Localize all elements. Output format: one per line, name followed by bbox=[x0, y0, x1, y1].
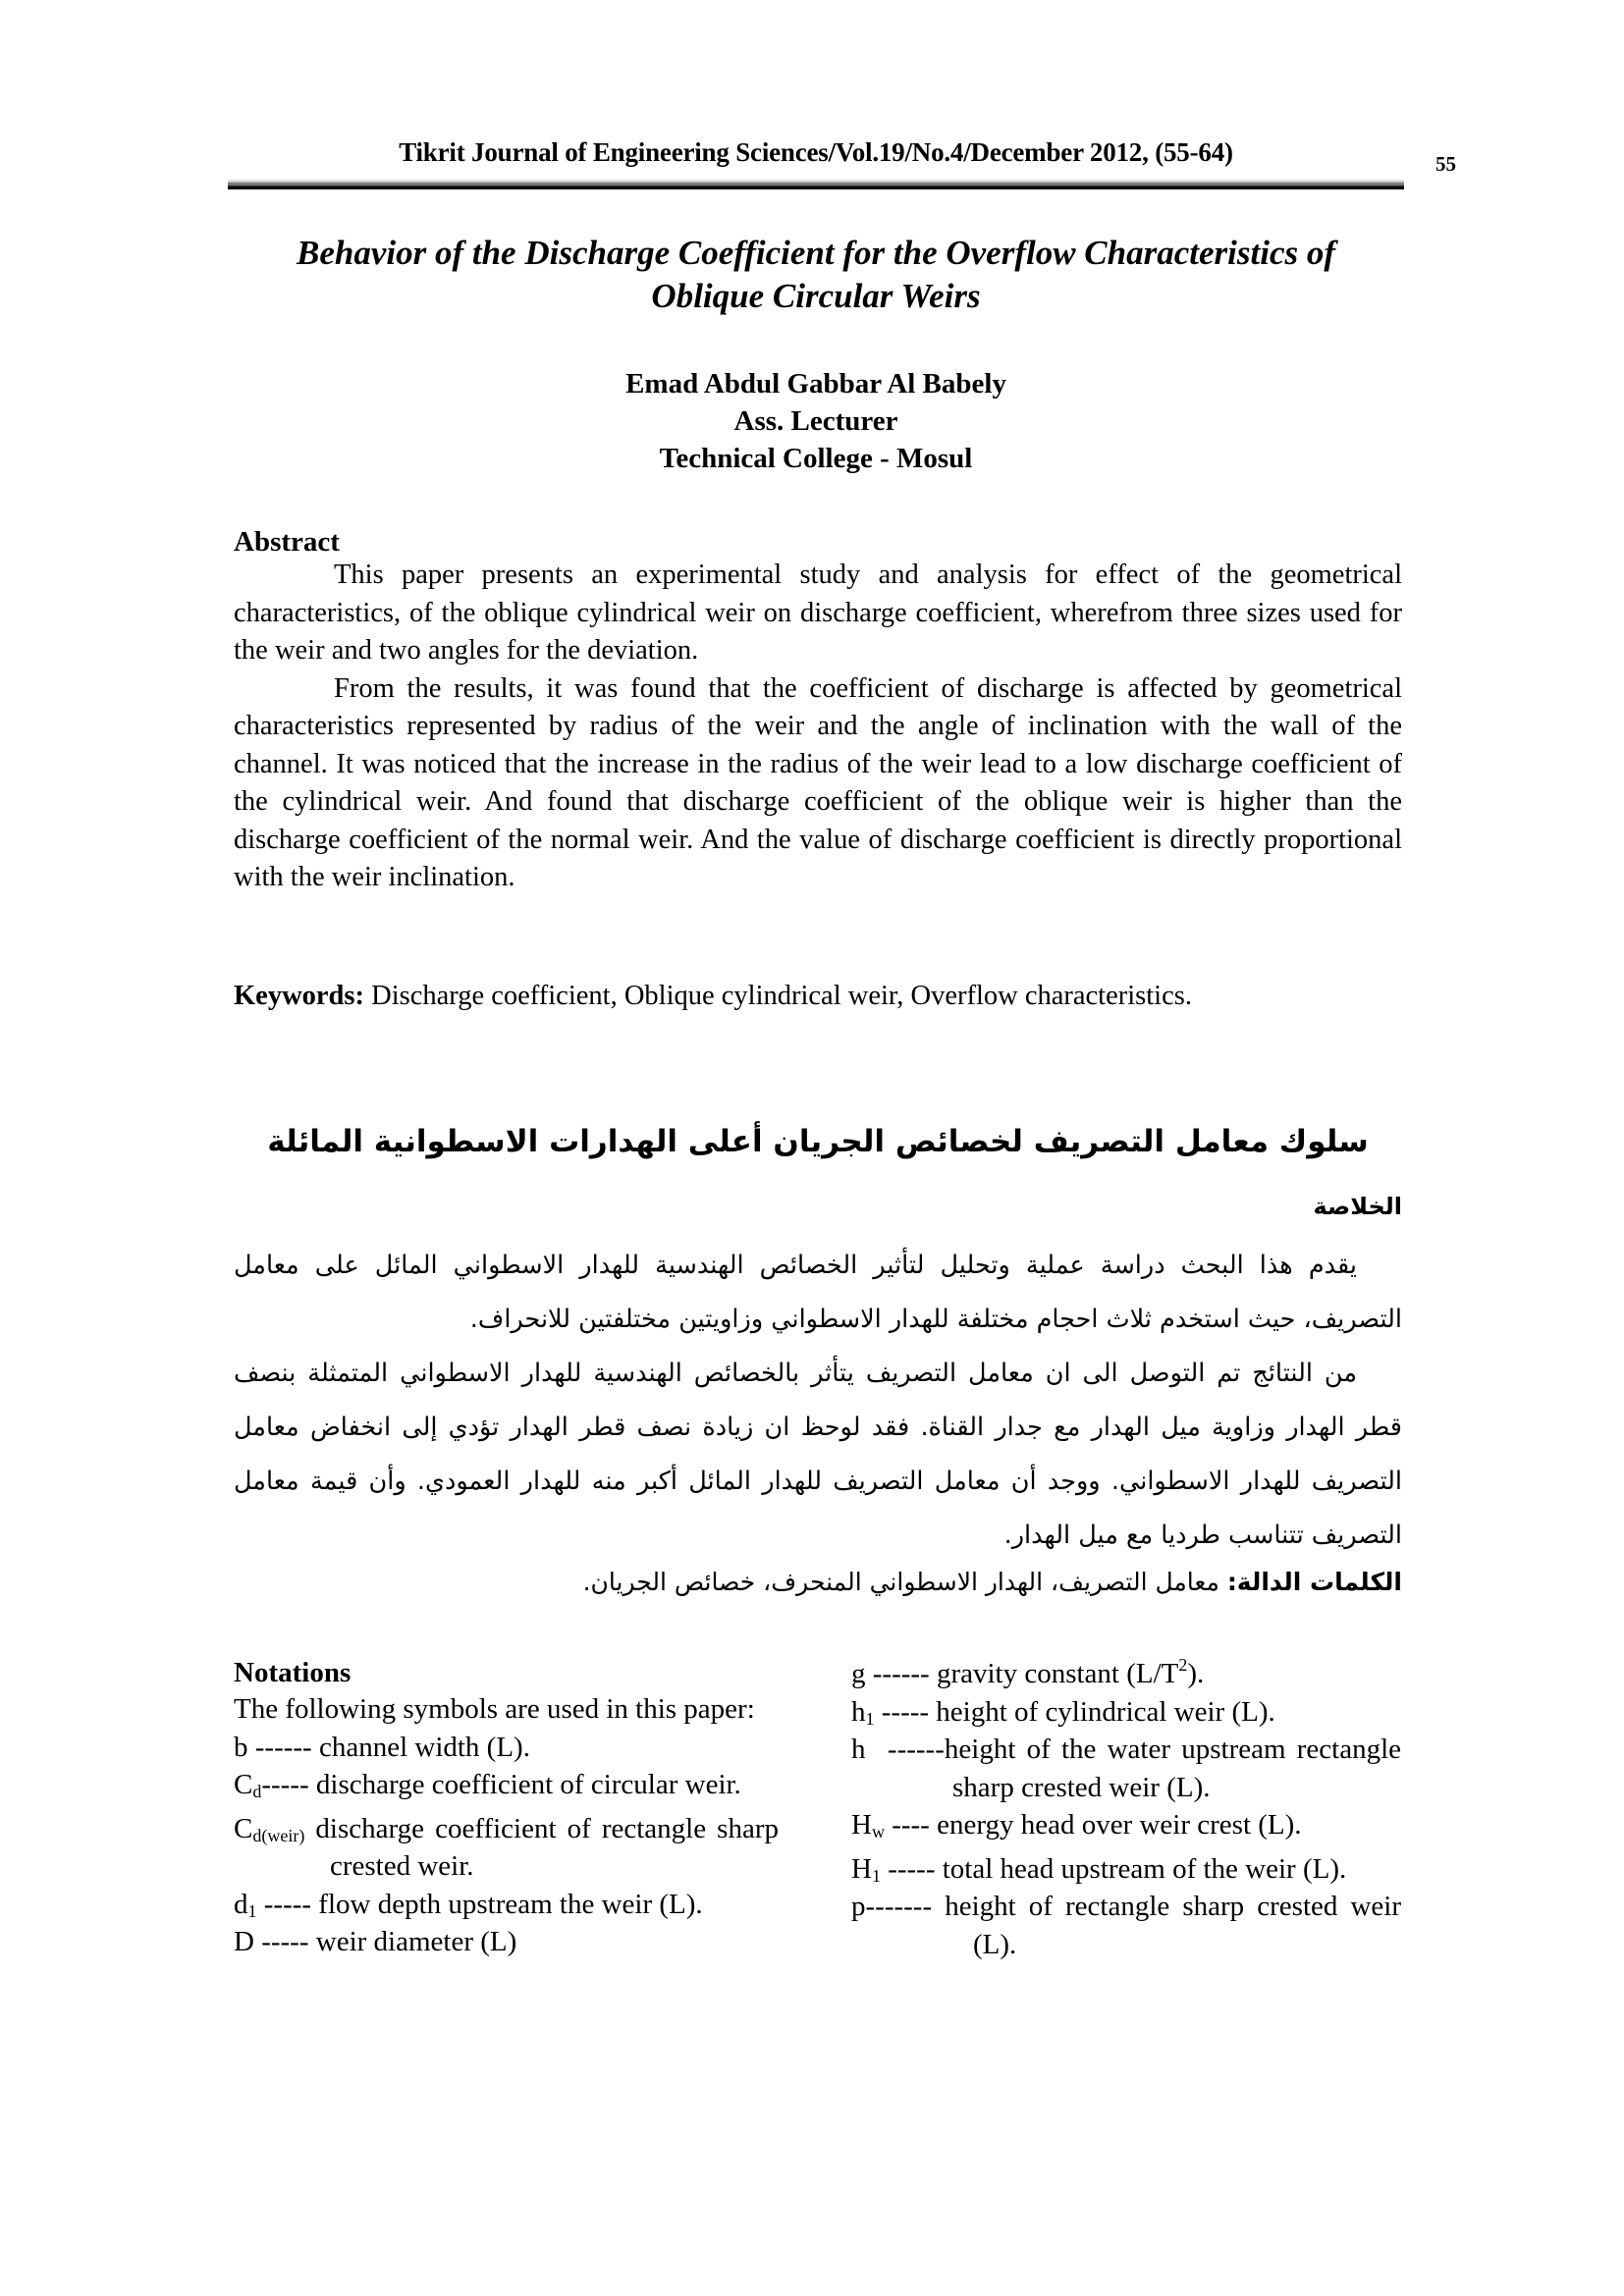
paper-title-line-1: Behavior of the Discharge Coefficient for the Overflow Characteristics of bbox=[296, 234, 1336, 272]
notation-dash: ----- bbox=[880, 1852, 943, 1885]
abstract-paragraph: From the results, it was found that the coefficient of discharge is affected by geometrical characteristics represented by radius of the weir and the angle of inclination with the wall of the channel. It was noticed that the increase in the radius of the weir lead to a low discharge coefficient of the cylindrical weir. And found that discharge coefficient of the oblique weir is higher than the discharge coefficient of the normal weir. And the value of discharge coefficient is directly proportional with the weir inclination. bbox=[234, 672, 1402, 892]
notation-symbol: p bbox=[851, 1891, 866, 1922]
notation-dash: ------ bbox=[865, 1734, 945, 1765]
notation-superscript: 2 bbox=[1178, 1655, 1188, 1675]
notation-symbol: h bbox=[851, 1695, 866, 1728]
notation-desc: energy head over weir crest (L). bbox=[937, 1809, 1302, 1841]
notation-desc: discharge coefficient of rectangle sharp crested weir. bbox=[315, 1812, 779, 1882]
notation-dash: ----- bbox=[261, 1769, 316, 1800]
notation-item bbox=[851, 1806, 1401, 1844]
notation-dash: ------ bbox=[247, 1731, 319, 1763]
notation-item bbox=[234, 1923, 779, 1961]
abstract-body bbox=[234, 557, 1402, 897]
notation-desc: discharge coefficient of circular weir. bbox=[315, 1769, 741, 1800]
notation-dash: ------- bbox=[865, 1891, 946, 1922]
notation-desc: height of cylindrical weir (L). bbox=[936, 1695, 1275, 1728]
notation-symbol: h bbox=[851, 1734, 866, 1765]
notation-desc-end: ). bbox=[1187, 1658, 1205, 1689]
arabic-title: سلوك معامل التصريف لخصائص الجريان أعلى الهدارات الاسطوانية المائلة bbox=[267, 1124, 1369, 1159]
notation-desc: weir diameter (L) bbox=[315, 1926, 517, 1957]
author-position: Ass. Lecturer bbox=[733, 405, 898, 437]
keywords bbox=[234, 978, 1402, 1015]
notation-item bbox=[234, 1729, 779, 1767]
notation-symbol: C bbox=[234, 1812, 253, 1844]
journal-header: Tikrit Journal of Engineering Sciences/Vol.19/No.4/December 2012, (55-64) bbox=[399, 137, 1233, 167]
notations-right-column bbox=[851, 1655, 1401, 1963]
notation-desc: height of the water upstream rectangle sharp crested weir (L). bbox=[944, 1734, 1402, 1803]
notation-item bbox=[851, 1693, 1401, 1732]
notation-dash bbox=[304, 1813, 315, 1844]
abstract-heading: Abstract bbox=[234, 526, 340, 558]
notations-intro: The following symbols are used in this paper: bbox=[234, 1693, 755, 1725]
notation-item bbox=[234, 1886, 779, 1924]
notation-symbol: g bbox=[851, 1658, 866, 1689]
notation-item bbox=[851, 1731, 1401, 1806]
notation-symbol: d bbox=[234, 1888, 248, 1920]
notation-subscript: w bbox=[871, 1822, 885, 1842]
notation-subscript: 1 bbox=[865, 1708, 875, 1729]
keywords-label: Keywords: bbox=[234, 981, 364, 1011]
notation-item bbox=[851, 1888, 1401, 1963]
arabic-abstract-paragraph: من النتائج تم التوصل الى ان معامل التصريف يتأثر بالخصائص الهندسية للهدار الاسطواني المتمثلة بنصف قطر الهدار وزاوية ميل الهدار مع جدار القناة. فقد لوحظ ان زيادة نصف قطر الهدار تؤدي إلى انخفاض معامل التصريف للهدار الاسطواني. ووجد أن معامل التصريف للهدار المائل أكبر منه للهدار العمودي. وأن قيمة معامل التصريف تتناسب طرديا مع ميل الهدار. bbox=[234, 1359, 1402, 1550]
header-rule bbox=[228, 180, 1404, 189]
notation-dash: ------ bbox=[865, 1658, 937, 1689]
notation-symbol: D bbox=[234, 1926, 254, 1957]
notation-desc: height of rectangle sharp crested weir (L). bbox=[945, 1891, 1402, 1960]
notation-item bbox=[234, 1766, 779, 1804]
author-block bbox=[228, 365, 1404, 477]
notation-symbol: b bbox=[234, 1731, 248, 1763]
notation-symbol: C bbox=[234, 1769, 253, 1800]
notation-item bbox=[234, 1810, 779, 1886]
arabic-abstract-paragraph: يقدم هذا البحث دراسة عملية وتحليل لتأثير الخصائص الهندسية للهدار الاسطواني المائل على معامل التصريف، حيث استخدم ثلاث احجام مختلفة للهدار الاسطواني وزاويتين مختلفتين للانحراف. bbox=[234, 1251, 1402, 1334]
notation-subscript: d(weir) bbox=[252, 1825, 305, 1845]
notation-dash: ----- bbox=[253, 1926, 316, 1957]
notation-desc: flow depth upstream the weir (L). bbox=[318, 1888, 703, 1920]
notation-dash: ---- bbox=[884, 1809, 938, 1841]
paper-title-line-2: Oblique Circular Weirs bbox=[651, 277, 981, 315]
arabic-abstract-body bbox=[234, 1239, 1402, 1563]
notation-subscript: d bbox=[252, 1782, 262, 1801]
notation-subscript: 1 bbox=[871, 1865, 881, 1886]
notation-symbol: H bbox=[851, 1809, 872, 1841]
notation-desc: channel width (L). bbox=[318, 1731, 530, 1763]
notation-dash: ----- bbox=[256, 1888, 319, 1920]
abstract-paragraph: This paper presents an experimental study and analysis for effect of the geometrical characteristics, of the oblique cylindrical weir on discharge coefficient, wherefrom three sizes used for the weir and two angles for the deviation. bbox=[234, 560, 1402, 666]
arabic-keywords-list: معامل التصريف، الهدار الاسطواني المنحرف، خصائص الجريان. bbox=[582, 1568, 1227, 1596]
notation-subscript: 1 bbox=[247, 1900, 257, 1921]
arabic-keywords bbox=[234, 1563, 1402, 1602]
notation-item bbox=[851, 1850, 1401, 1889]
notations-left-column bbox=[234, 1655, 779, 1961]
notation-desc: total head upstream of the weir (L). bbox=[942, 1852, 1347, 1885]
author-name: Emad Abdul Gabbar Al Babely bbox=[625, 368, 1006, 400]
author-affiliation: Technical College - Mosul bbox=[659, 443, 973, 474]
page-number: 55 bbox=[1435, 152, 1456, 176]
paper-title bbox=[228, 232, 1404, 318]
notation-item bbox=[851, 1655, 1401, 1693]
keywords-list: Discharge coefficient, Oblique cylindrical weir, Overflow characteristics. bbox=[363, 981, 1192, 1011]
notation-symbol: H bbox=[851, 1852, 872, 1885]
arabic-keywords-label: الكلمات الدالة: bbox=[1226, 1568, 1402, 1596]
notation-dash: ----- bbox=[874, 1695, 937, 1728]
notations-heading: Notations bbox=[234, 1657, 352, 1688]
notation-desc: gravity constant (L/T bbox=[936, 1658, 1179, 1689]
arabic-abstract-heading: الخلاصة bbox=[1313, 1193, 1402, 1220]
